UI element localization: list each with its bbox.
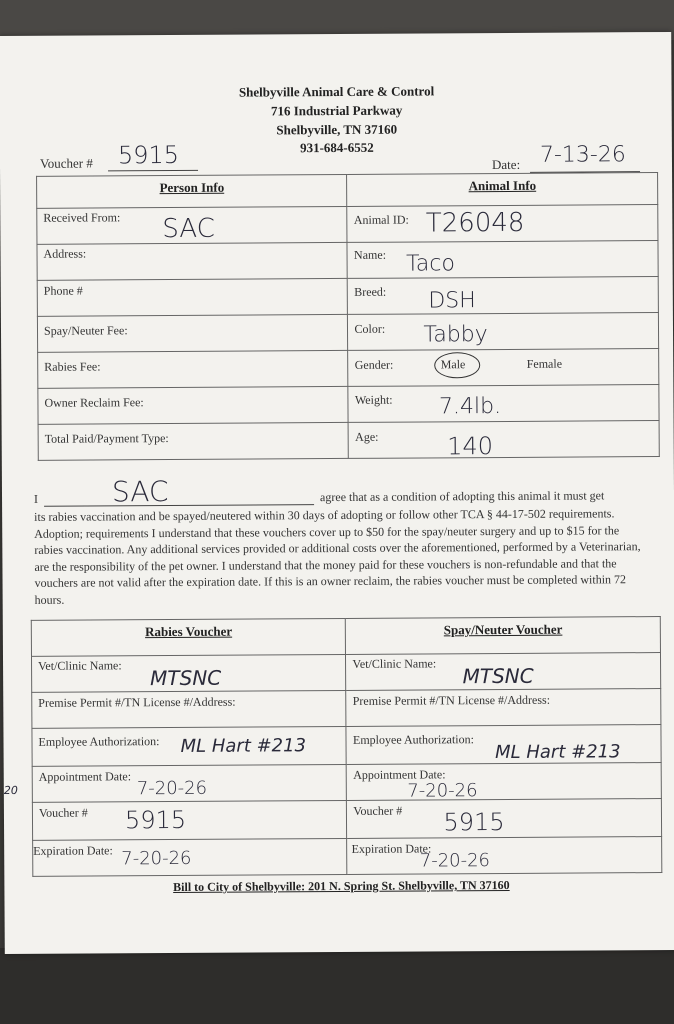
rabies-voucher-number-value: 5915 [124,805,187,835]
spay-expiration-date-label: Expiration Date: [351,841,432,856]
margin-note: 20 [3,783,18,798]
org-city: Shelbyville, TN 37160 [276,121,398,138]
org-name: Shelbyville Animal Care & Control [238,83,435,100]
date-value: 7-13-26 [539,142,626,168]
rabies-expiration-date-cell[interactable] [33,838,348,876]
vouchers-table [31,616,663,877]
rabies-employee-auth-cell[interactable] [32,726,347,766]
gender-selected-circle [435,352,481,378]
date-label: Date: [491,156,521,173]
rabies-vet-clinic-label: Vet/Clinic Name: [38,658,122,673]
weight-cell[interactable] [348,385,659,423]
spay-voucher-number-cell[interactable] [347,799,662,839]
agreement-body: its rabies vaccination and be spayed/neutered within 30 days of adopting or follow other TCA § 44-17-502 requirements. Adoption; requirements I understand that these vouchers cover up to $50 for the spay/neuter surgery and up to $15 for the rabies vaccination. Any additional services provided or additional costs over the aforementioned, performed by a Veterinarian, are the responsibility of the pet owner. I understand that the money paid for these vouchers is non-refundable and that the vouchers are not valid after the expiration date. If this is an owner reclaim, the rabies voucher must be completed within 72 hours. [34,506,641,607]
voucher-number-label: Voucher # [39,155,93,171]
spay-employee-auth-cell[interactable] [346,725,661,765]
received-from-value: SAC [162,213,215,245]
org-phone: 931-684-6552 [300,139,374,156]
spay-appointment-date-cell[interactable] [347,763,662,801]
animal-id-cell[interactable] [347,205,658,243]
spay-expiration-date-cell[interactable] [347,837,662,875]
animal-name-cell[interactable] [347,241,658,279]
breed-value: DSH [428,288,476,314]
gender-label: Gender: [354,357,394,372]
total-paid-cell[interactable] [38,422,349,460]
desk-surface-bottom [0,948,674,1024]
voucher-number-value: 5915 [117,140,180,170]
received-from-label: Received From: [43,210,121,225]
rabies-fee-cell[interactable] [38,350,349,388]
phone-cell[interactable] [37,278,348,316]
person-info-title: Person Info [159,179,225,196]
address-cell[interactable] [37,242,348,280]
breed-label: Breed: [354,284,387,299]
owner-reclaim-fee-label: Owner Reclaim Fee: [44,395,144,410]
rabies-expiration-date-value: 7-20-26 [121,847,192,870]
age-value: 140 [447,432,494,461]
animal-name-label: Name: [353,247,387,262]
rabies-voucher-number-cell[interactable] [32,800,347,840]
age-label: Age: [355,429,379,444]
person-animal-table [36,172,660,461]
gender-cell[interactable] [348,349,659,387]
rabies-appointment-date-label: Appointment Date: [38,769,132,784]
rabies-premise-permit-cell[interactable] [32,690,347,728]
rabies-premise-permit-label: Premise Permit #/TN License #/Address: [38,694,236,710]
owner-reclaim-fee-cell[interactable] [38,386,349,424]
animal-name-value: Taco [406,251,456,277]
rabies-appointment-date-cell[interactable] [32,764,347,802]
gender-option-male[interactable]: Male [440,357,466,372]
total-paid-label: Total Paid/Payment Type: [44,431,169,446]
rabies-vet-clinic-value: MTSNC [150,665,222,691]
weight-label: Weight: [354,392,393,407]
color-cell[interactable] [348,313,659,351]
address-label: Address: [43,246,87,261]
animal-id-label: Animal ID: [353,212,409,227]
spay-vet-clinic-label: Vet/Clinic Name: [352,656,437,671]
agreement-line1: agree that as a condition of adopting this animal it must get [319,488,605,505]
rabies-voucher-title: Rabies Voucher [145,623,233,640]
spay-employee-auth-label: Employee Authorization: [352,732,475,747]
rabies-voucher-number-label: Voucher # [38,805,88,820]
agreement-prefix: I [33,491,39,506]
spay-premise-permit-label: Premise Permit #/TN License #/Address: [352,692,551,708]
rabies-vet-clinic-cell[interactable] [31,654,346,692]
agreement-signer: SAC [111,475,169,509]
rabies-employee-auth-value: ML Hart #213 [180,735,307,757]
spay-appointment-date-label: Appointment Date: [353,767,446,782]
spay-neuter-fee-cell[interactable] [37,314,348,352]
gender-option-female[interactable]: Female [526,356,563,371]
age-cell[interactable] [349,421,660,459]
rabies-appointment-date-value: 7-20-26 [136,777,208,800]
rabies-fee-label: Rabies Fee: [44,359,101,374]
breed-cell[interactable] [348,277,659,315]
rabies-employee-auth-label: Employee Authorization: [38,734,160,749]
spay-expiration-date-value: 7-20-26 [419,850,491,872]
spay-neuter-voucher-title: Spay/Neuter Voucher [443,621,563,638]
spay-employee-auth-value: ML Hart #213 [494,741,621,764]
color-value: Tabby [423,322,488,348]
rabies-expiration-date-label: Expiration Date: [33,843,113,858]
animal-id-value: T26048 [425,207,525,239]
weight-value: 7.4lb. [438,394,502,420]
received-from-cell[interactable] [37,206,348,244]
spay-voucher-number-value: 5915 [443,807,505,837]
animal-info-title: Animal Info [468,177,537,194]
phone-label: Phone # [43,283,83,298]
spay-vet-clinic-cell[interactable] [346,653,661,691]
voucher-form-sheet [0,32,674,954]
spay-voucher-number-label: Voucher # [353,803,403,818]
spay-neuter-fee-label: Spay/Neuter Fee: [43,323,128,338]
spay-appointment-date-value: 7-20-26 [407,780,478,802]
color-label: Color: [354,321,386,336]
spay-vet-clinic-value: MTSNC [462,663,534,689]
spay-premise-permit-cell[interactable] [346,689,661,727]
billing-footer: Bill to City of Shelbyville: 201 N. Spring St. Shelbyville, TN 37160 [173,877,510,895]
org-street: 716 Industrial Parkway [270,102,403,119]
